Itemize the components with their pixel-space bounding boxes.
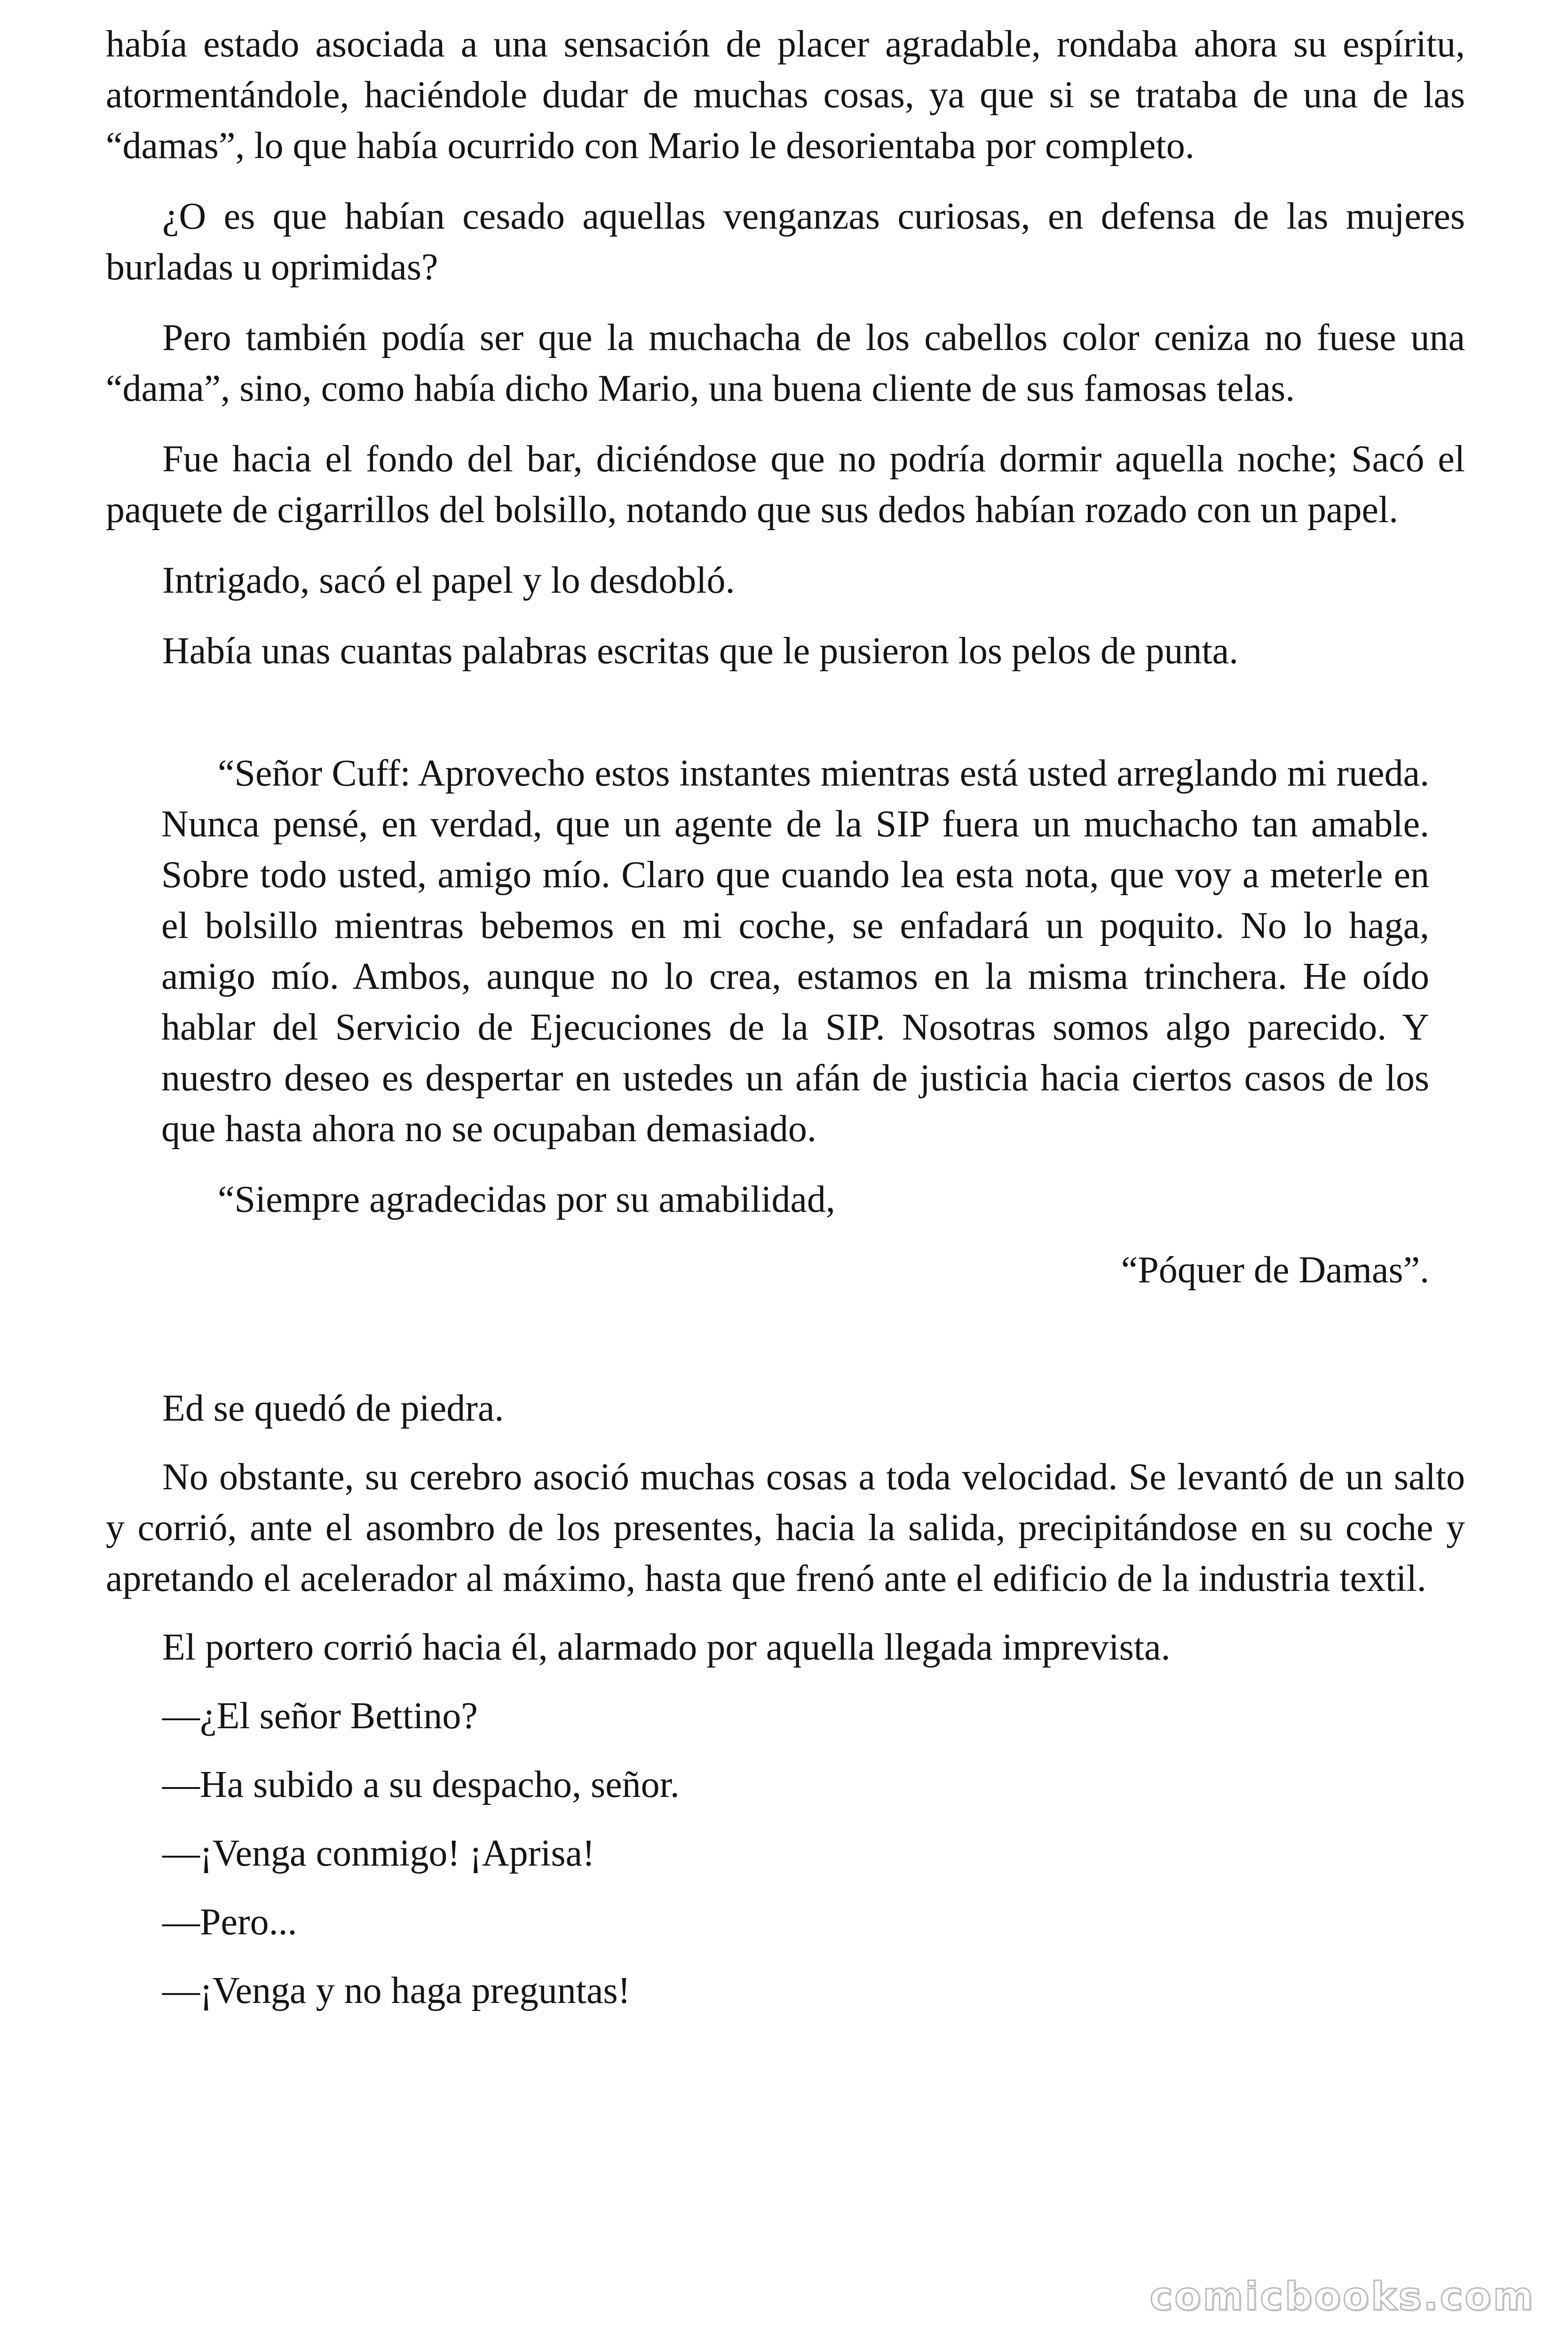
paragraph: Fue hacia el fondo del bar, diciéndose que no podría dormir aquella noche; Sacó el paquete de cigarrillos del bolsillo, notando que sus dedos habían rozado con un papel. [106,438,1465,531]
letter-closing: “Siempre agradecidas por su amabilidad, [218,1179,835,1220]
paragraph: Pero también podía ser que la muchacha de los cabellos color ceniza no fuese una “dama”, sino, como había dicho Mario, una buena cliente de sus famosas telas. [106,317,1465,409]
dialogue-line: —¡Venga conmigo! ¡Aprisa! [162,1833,595,1874]
paragraph: No obstante, su cerebro asoció muchas cosas a toda velocidad. Se levantó de un salto y corrió, ante el asombro de los presentes, hacia la salida, precipitándose en su coche y apretando el acelerador al máximo, hasta que frenó ante el edificio de la industria textil. [106,1456,1465,1599]
letter-signature: “Póquer de Damas”. [1121,1249,1429,1291]
paragraph: ¿O es que habían cesado aquellas venganzas curiosas, en defensa de las mujeres burladas u oprimidas? [106,196,1465,288]
letter-block [161,748,1429,1295]
dialogue-line: —¡Venga y no haga preguntas! [162,1970,631,2011]
letter-body: “Señor Cuff: Aprovecho estos instantes mientras está usted arreglando mi rueda. Nunca pensé, en verdad, que un agente de la SIP fuera un muchacho tan amable. Sobre todo usted, amigo mío. Claro que cuando lea esta nota, que voy a meterle en el bolsillo mientras bebemos en mi coche, se enfadará un poquito. No lo haga, amigo mío. Ambos, aunque no lo crea, estamos en la misma trinchera. He oído hablar del Servicio de Ejecuciones de la SIP. Nosotras somos algo parecido. Y nuestro deseo es despertar en ustedes un afán de justicia hacia ciertos casos de los que hasta ahora no se ocupaban demasiado. [161,753,1429,1150]
paragraph: Ed se quedó de piedra. [162,1388,504,1429]
paragraph: El portero corrió hacia él, alarmado por aquella llegada imprevista. [162,1627,1171,1668]
paragraph: Intrigado, sacó el papel y lo desdobló. [162,560,735,601]
narrative-after-letter [106,1383,1465,2016]
dialogue-line: —Pero... [162,1901,297,1943]
paragraph: Había unas cuantas palabras escritas que le pusieron los pelos de punta. [162,630,1239,672]
dialogue-line: —Ha subido a su despacho, señor. [162,1764,680,1805]
text-column [106,19,1465,2034]
dialogue-line: —¿El señor Bettino? [162,1695,478,1737]
watermark: comicbooks.com [1149,2274,1535,2319]
paragraph: había estado asociada a una sensación de placer agradable, rondaba ahora su espíritu, atormentándole, haciéndole dudar de muchas cosas, ya que si se trataba de una de las “damas”, lo que había ocurrido con Mario le desorientaba por completo. [106,24,1465,167]
